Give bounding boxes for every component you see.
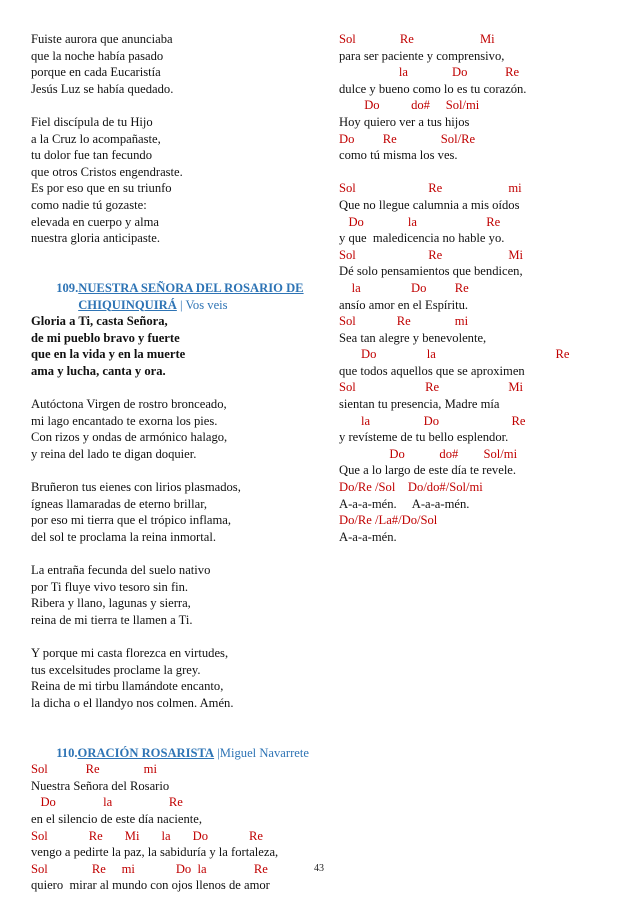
lyric-line: vengo a pedirte la paz, la sabiduría y la fortaleza,	[31, 845, 279, 860]
stanza	[31, 396, 321, 462]
lyric-line: ama y lucha, canta y ora.	[31, 363, 166, 378]
chord-line: Do do# Sol/mi	[339, 446, 518, 461]
lyric-line: dulce y bueno como lo es tu corazón.	[339, 81, 527, 96]
lyric-line: Sea tan alegre y benevolente,	[339, 330, 487, 345]
lyric-line: que todos aquellos que se aproximen	[339, 363, 525, 378]
lyric-line: y reina del lado te digan doquier.	[31, 446, 197, 461]
lyric-line: que la noche había pasado	[31, 48, 164, 63]
right-column	[339, 31, 619, 545]
song-number: 109.	[56, 280, 79, 295]
lyric-line: Fuiste aurora que anunciaba	[31, 32, 173, 46]
stanza	[31, 114, 321, 247]
lyric-line: del sol te proclama la reina inmortal.	[31, 529, 216, 544]
lyric-line: Que a lo largo de este día te revele.	[339, 463, 517, 478]
lyric-line: Con rizos y ondas de armónico halago,	[31, 430, 228, 445]
lyric-line: Dé solo pensamientos que bendicen,	[339, 264, 523, 279]
lyric-line: a la Cruz lo acompañaste,	[31, 131, 161, 146]
lyric-line: Gloria a Ti, casta Señora,	[31, 314, 168, 329]
lyric-line: la dicha o el llandyo nos colmen. Amén.	[31, 695, 234, 710]
chord-line: Sol Re mi	[339, 181, 522, 196]
chord-line: Sol Re Mi	[339, 32, 495, 46]
lyric-line: Jesús Luz se había quedado.	[31, 81, 174, 96]
chord-line: Do/Re /Sol Do/do#/Sol/mi	[339, 480, 483, 495]
chord-line: la Do Re	[339, 280, 469, 295]
lyric-line: ígneas llamaradas de eterno brillar,	[31, 496, 208, 511]
song-110-heading	[31, 728, 321, 760]
song-author: | Vos veis	[176, 297, 228, 312]
lyric-line: mi lago encantado te exorna los pies.	[31, 413, 218, 428]
lyric-line: tus excelsitudes proclame la grey.	[31, 662, 201, 677]
lyric-line: Y porque mi casta florezca en virtudes,	[31, 645, 229, 660]
chord-line: Sol Re mi Do la Re	[31, 861, 268, 876]
chord-line: Do do# Sol/mi	[339, 98, 480, 113]
lyric-line: y que maledicencia no hable yo.	[339, 231, 505, 246]
chord-line: Sol Re mi	[339, 314, 469, 329]
stanza	[31, 479, 321, 545]
page-number: 43	[314, 863, 324, 874]
lyric-line: elevada en cuerpo y alma	[31, 214, 159, 229]
lyric-line: Fiel discípula de tu Hijo	[31, 114, 153, 129]
chord-line: Do la Re	[339, 214, 501, 229]
lyric-line: como tú misma los ves.	[339, 148, 458, 163]
lyric-line: Ribera y llano, lagunas y sierra,	[31, 596, 191, 611]
lyric-line: Nuestra Señora del Rosario	[31, 778, 170, 793]
lyric-line: en el silencio de este día naciente,	[31, 811, 202, 826]
lyric-line: A-a-a-mén. A-a-a-mén.	[339, 496, 470, 511]
song-author: |Miguel Navarrete	[214, 745, 309, 760]
lyric-line: por Ti fluye vivo tesoro sin fin.	[31, 579, 189, 594]
lyric-line: Es por eso que en su triunfo	[31, 181, 172, 196]
lyric-line: para ser paciente y comprensivo,	[339, 48, 505, 63]
lyric-line: Bruñeron tus eienes con lirios plasmados,	[31, 480, 241, 495]
lyric-line: Que no llegue calumnia a mis oídos	[339, 197, 520, 212]
lyric-line: Autóctona Virgen de rostro bronceado,	[31, 397, 227, 412]
left-column	[31, 31, 321, 894]
lyric-line: nuestra gloria anticipaste.	[31, 231, 161, 246]
lyric-line: y revísteme de tu bello esplendor.	[339, 430, 509, 445]
chord-line: la Do Re	[339, 65, 520, 80]
lyric-line: quiero mirar al mundo con ojos llenos de amor	[31, 878, 270, 893]
lyric-line: La entraña fecunda del suelo nativo	[31, 563, 211, 577]
song-title-continued[interactable]: CHIQUINQUIRÁ	[78, 297, 177, 312]
lyric-line: que en la vida y en la muerte	[31, 347, 186, 362]
lyric-line: como nadie tú gozaste:	[31, 197, 147, 212]
lyric-line: ansío amor en el Espíritu.	[339, 297, 469, 312]
chord-line: Do la Re	[31, 795, 183, 810]
stanza	[31, 562, 321, 628]
chord-line: Do Re Sol/Re	[339, 131, 476, 146]
lyric-line: tu dolor fue tan fecundo	[31, 148, 152, 163]
lyric-line: porque en cada Eucaristía	[31, 65, 161, 80]
chord-line: Sol Re mi	[31, 762, 157, 777]
lyric-line: sientan tu presencia, Madre mía	[339, 397, 500, 412]
chord-line: Sol Re Mi	[339, 380, 524, 395]
stanza	[31, 31, 321, 97]
lyric-line: reina de mi tierra te llamen a Ti.	[31, 612, 193, 627]
lyric-line: por eso mi tierra que el trópico inflama,	[31, 513, 232, 528]
chord-line: la Do Re	[339, 413, 526, 428]
lyric-line: de mi pueblo bravo y fuerte	[31, 330, 180, 345]
lyric-line: Reina de mi tirbu llamándote encanto,	[31, 679, 224, 694]
stanza	[31, 645, 321, 711]
chord-line: Sol Re Mi	[339, 247, 524, 262]
chord-line: Sol Re Mi la Do Re	[31, 828, 263, 843]
chord-line: Do/Re /La#/Do/Sol	[339, 513, 438, 528]
stanza-gap	[339, 164, 619, 181]
lyric-line: A-a-a-mén.	[339, 529, 397, 544]
song-title[interactable]: NUESTRA SEÑORA DEL ROSARIO DE	[78, 280, 304, 295]
lyric-line: Hoy quiero ver a tus hijos	[339, 114, 470, 129]
lyric-line: que otros Cristos engendraste.	[31, 164, 183, 179]
song-109-heading	[31, 263, 321, 312]
chorus	[31, 313, 321, 379]
song-number: 110.	[56, 745, 78, 760]
chord-line: Do la Re	[339, 347, 570, 362]
song-title[interactable]: ORACIÓN ROSARISTA	[77, 745, 215, 760]
